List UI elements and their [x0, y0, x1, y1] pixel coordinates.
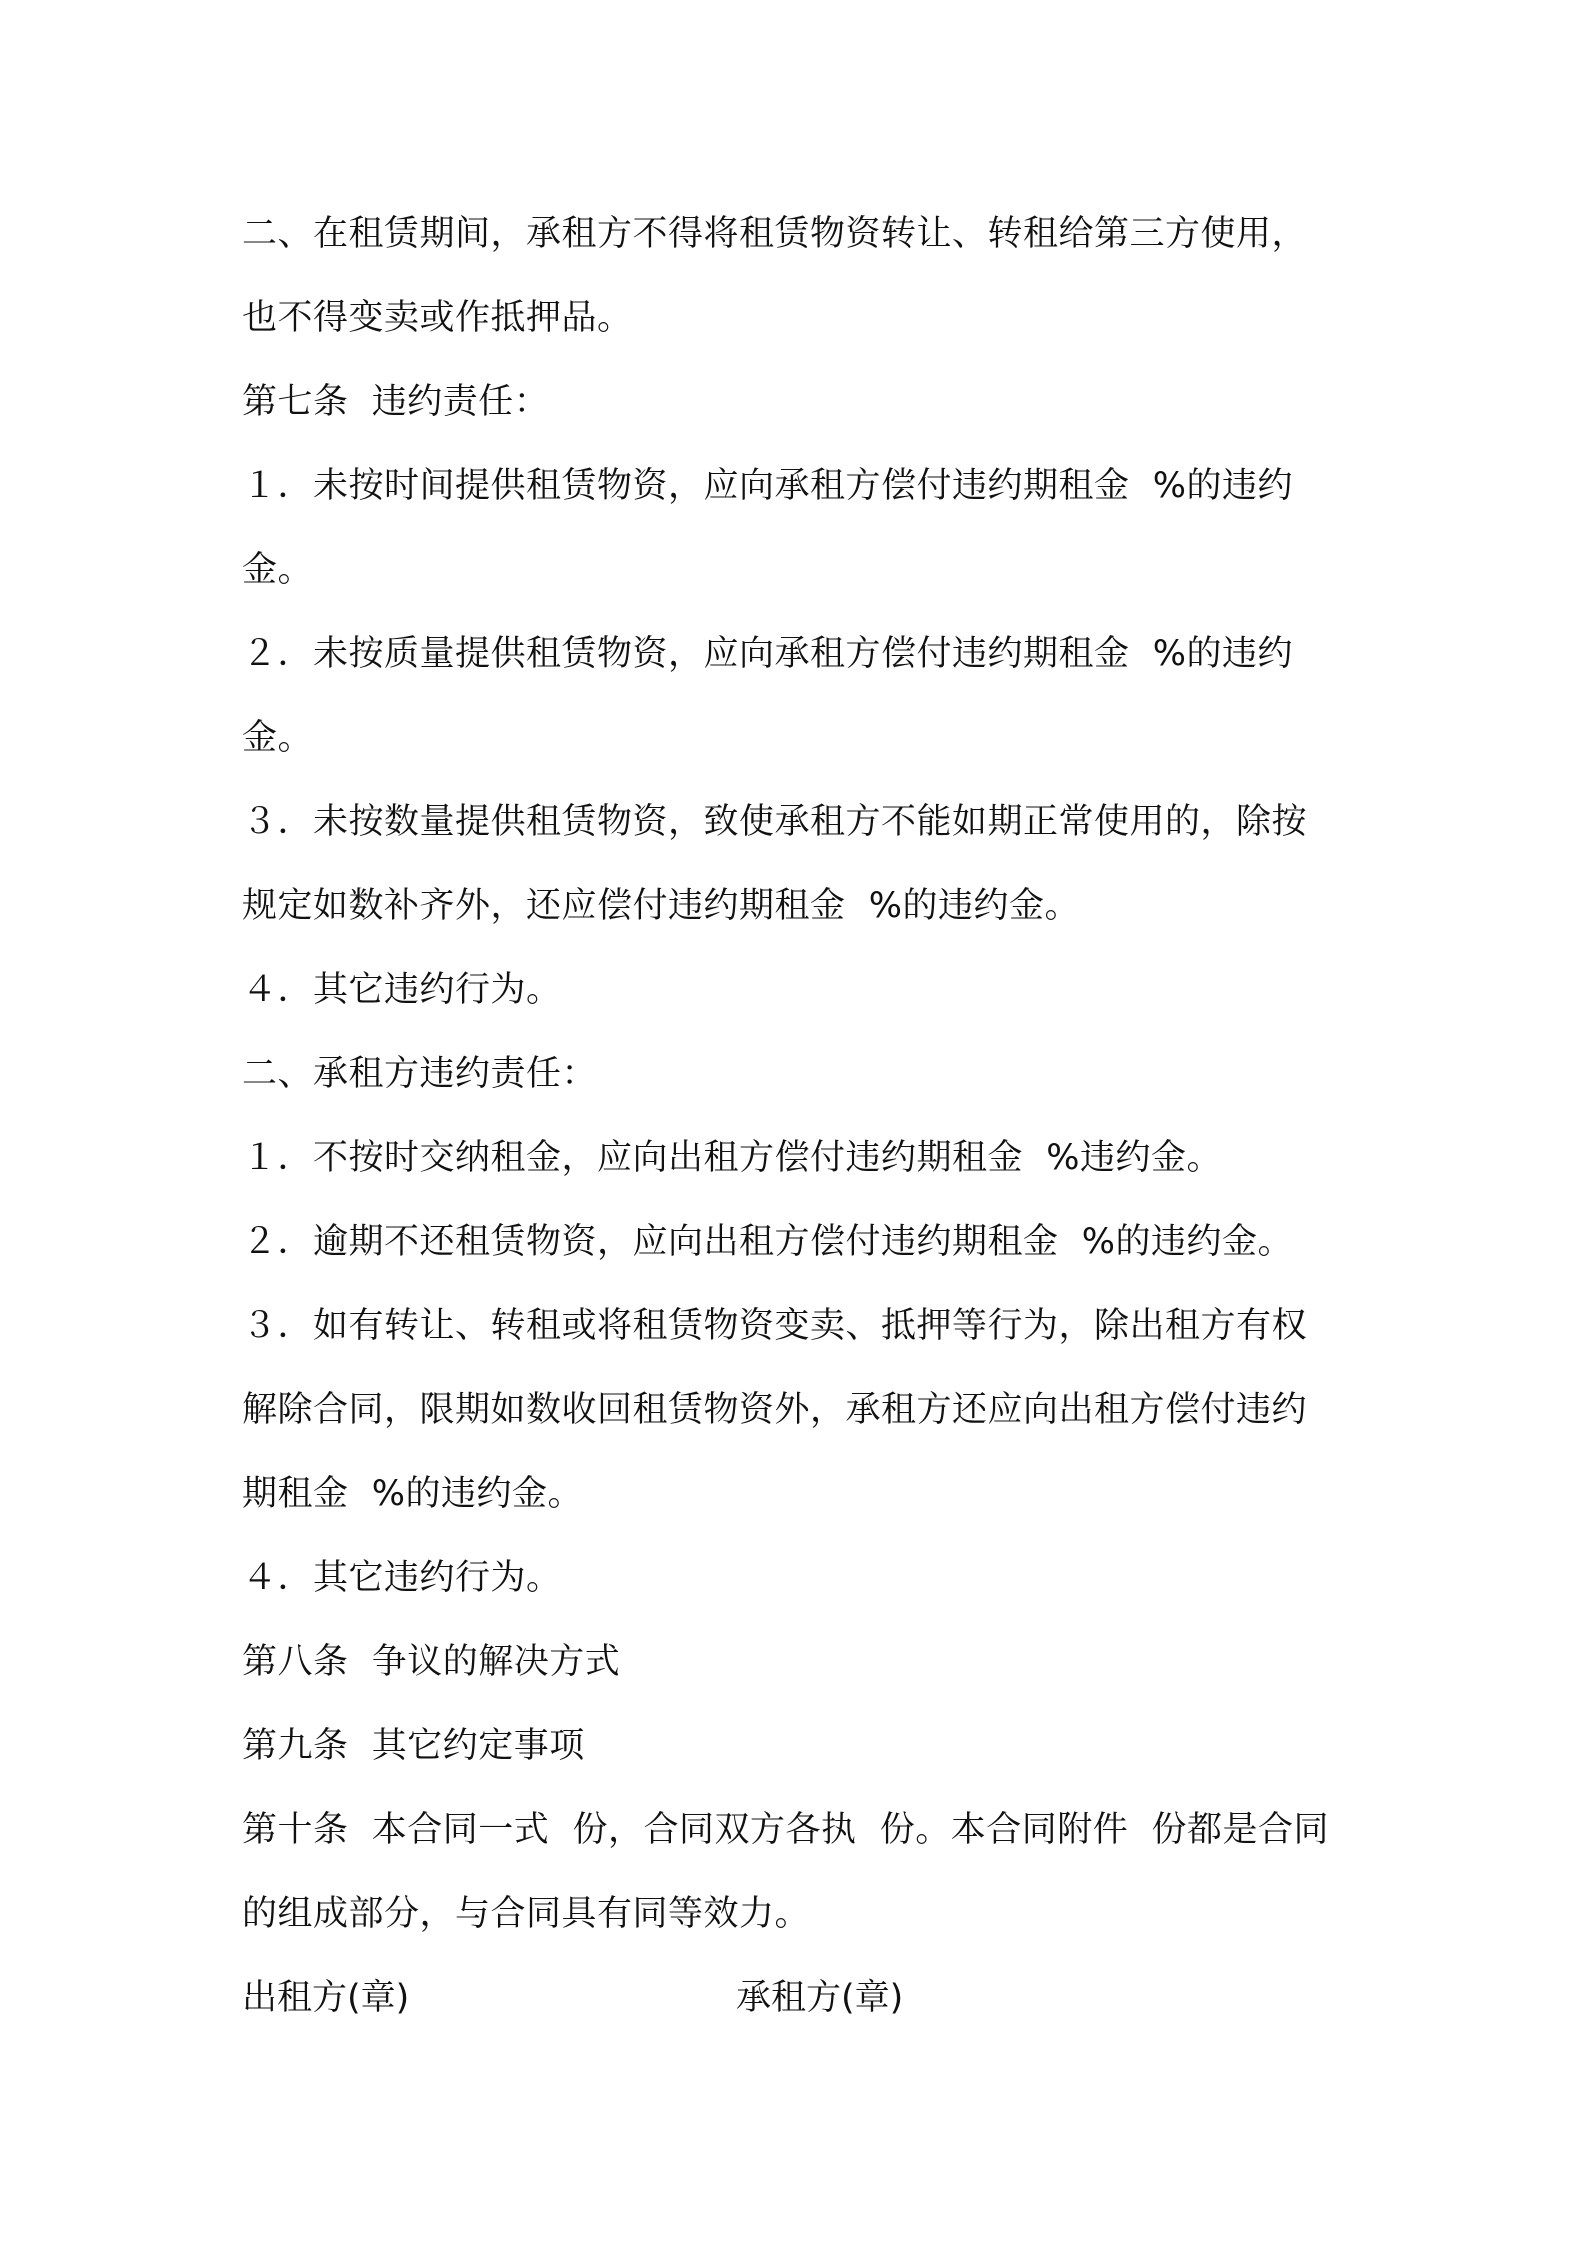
paragraph-line: ２．逾期不还租赁物资，应向出租方偿付违约期租金 %的违约金。: [242, 1222, 1294, 1262]
paragraph-line: １．不按时交纳租金，应向出租方偿付违约期租金 %违约金。: [242, 1138, 1223, 1178]
paragraph-line: ３．未按数量提供租赁物资，致使承租方不能如期正常使用的，除按: [242, 802, 1308, 842]
lessee-signature-label: 承租方(章): [736, 1978, 904, 2018]
paragraph-line: 也不得变卖或作抵押品。: [242, 298, 633, 338]
paragraph-line: 期租金 %的违约金。: [242, 1474, 584, 1514]
paragraph-line: ３．如有转让、转租或将租赁物资变卖、抵押等行为，除出租方有权: [242, 1306, 1308, 1346]
lessor-signature-label: 出租方(章): [242, 1978, 410, 2018]
paragraph-line: ２．未按质量提供租赁物资，应向承租方偿付违约期租金 %的违约: [242, 634, 1294, 674]
document-body: [242, 192, 1372, 2040]
signature-row: [242, 1956, 1372, 2040]
section-heading: 第七条 违约责任：: [242, 382, 550, 422]
paragraph-line: 第十条 本合同一式 份，合同双方各执 份。本合同附件 份都是合同: [242, 1810, 1330, 1850]
paragraph-line: 二、在租赁期间，承租方不得将租赁物资转让、转租给第三方使用，: [242, 214, 1308, 254]
paragraph-line: 金。: [242, 718, 314, 758]
section-heading: 二、承租方违约责任：: [242, 1054, 598, 1094]
section-heading: 第九条 其它约定事项: [242, 1726, 585, 1766]
paragraph-line: ４．其它违约行为。: [242, 1558, 562, 1598]
paragraph-line: 解除合同，限期如数收回租赁物资外，承租方还应向出租方偿付违约: [242, 1390, 1308, 1430]
paragraph-line: １．未按时间提供租赁物资，应向承租方偿付违约期租金 %的违约: [242, 466, 1294, 506]
paragraph-line: 的组成部分，与合同具有同等效力。: [242, 1894, 811, 1934]
section-heading: 第八条 争议的解决方式: [242, 1642, 621, 1682]
paragraph-line: 规定如数补齐外，还应偿付违约期租金 %的违约金。: [242, 886, 1081, 926]
paragraph-line: ４．其它违约行为。: [242, 970, 562, 1010]
paragraph-line: 金。: [242, 550, 314, 590]
